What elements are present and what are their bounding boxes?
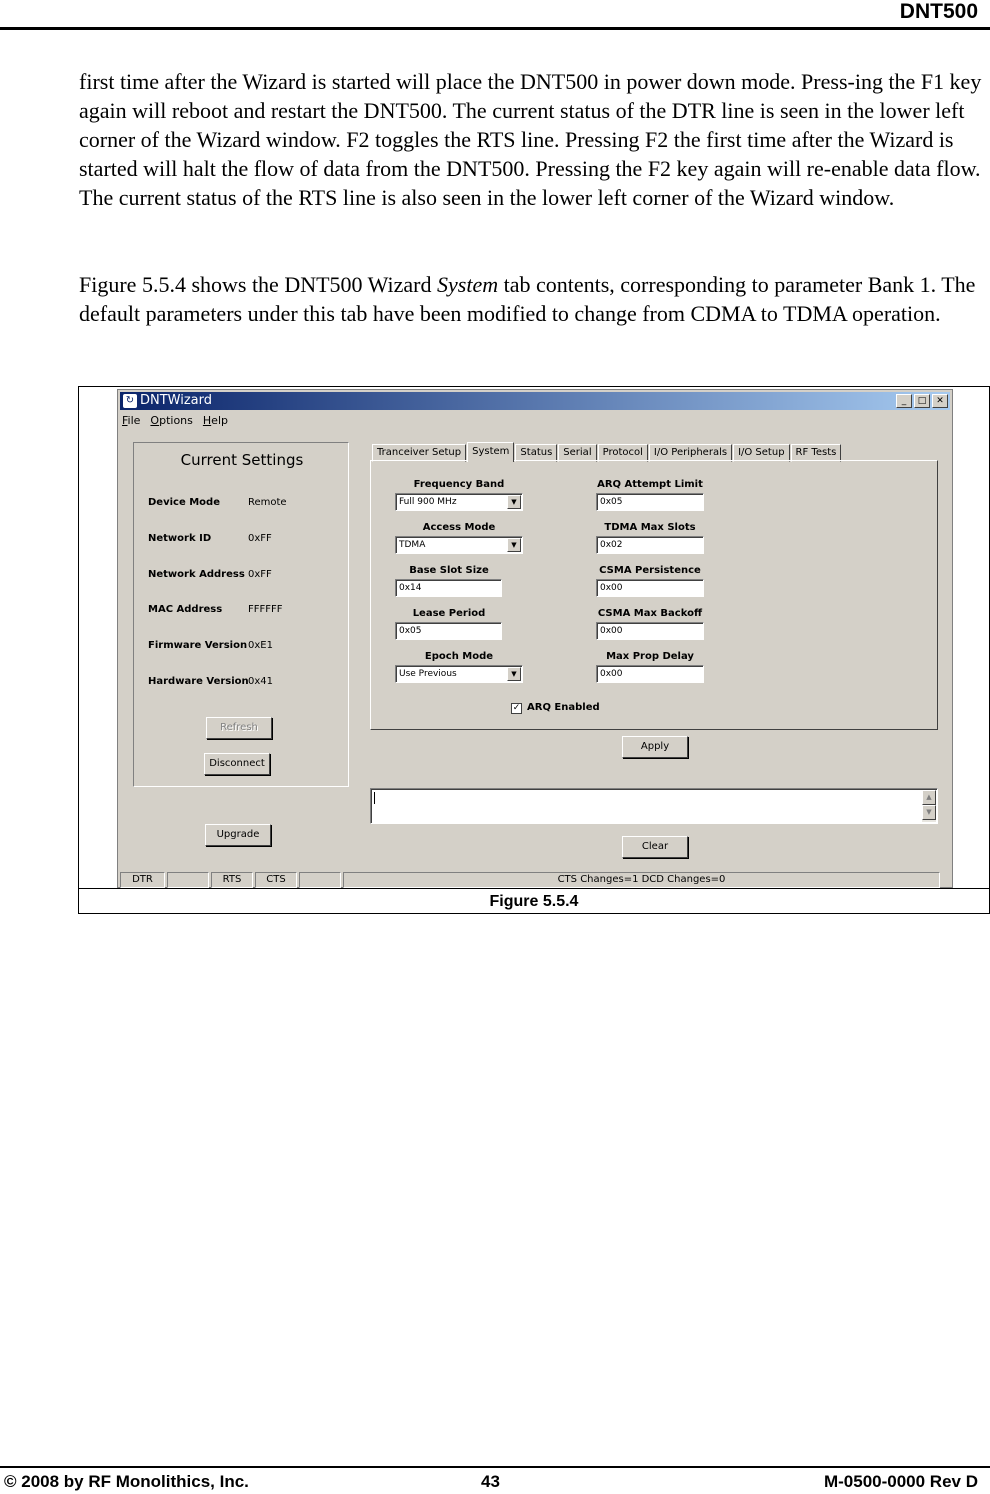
current-settings-title: Current Settings [180, 451, 304, 469]
status-changes: CTS Changes=1 DCD Changes=0 [343, 872, 940, 888]
max-prop-delay-input[interactable]: 0x00 [596, 665, 704, 683]
csma-max-backoff-input[interactable]: 0x00 [596, 622, 704, 640]
tab-io-peripherals[interactable]: I/O Peripherals [649, 444, 732, 462]
paragraph-2-end: tab contents, corresponding to parameter Bank 1. The default parameters under this tab have been modified to change from CDMA to TDMA operation. [79, 272, 976, 326]
hardware-version-label: Hardware Version [148, 676, 249, 687]
tab-status[interactable]: Status [515, 444, 557, 462]
app-icon: ↻ [123, 394, 137, 408]
arq-enabled-checkbox[interactable]: ✓ [512, 703, 521, 713]
hardware-version-value: 0x41 [248, 676, 274, 687]
network-address-value: 0xFF [248, 569, 272, 580]
system-tab-panel [370, 460, 938, 730]
tab-system[interactable]: System [467, 442, 514, 462]
status-blank-2 [299, 872, 341, 888]
status-rts: RTS [211, 872, 253, 888]
page-footer [0, 1466, 990, 1491]
status-blank-1 [167, 872, 209, 888]
firmware-version-value: 0xE1 [248, 640, 273, 651]
arq-enabled-label: ARQ Enabled [527, 702, 600, 713]
chevron-down-icon[interactable]: ▼ [507, 495, 521, 509]
max-prop-delay-label: Max Prop Delay [606, 651, 694, 662]
close-button[interactable]: ✕ [932, 394, 948, 408]
paragraph-2-italic: System [437, 272, 499, 297]
lease-period-label: Lease Period [412, 608, 486, 619]
access-mode-value: TDMA [399, 540, 426, 550]
status-cts: CTS [255, 872, 297, 888]
base-slot-size-label: Base Slot Size [409, 565, 489, 576]
arq-attempt-limit-label: ARQ Attempt Limit [597, 479, 703, 490]
firmware-version-label: Firmware Version [148, 640, 248, 651]
device-mode-label: Device Mode [148, 497, 220, 508]
tab-protocol[interactable]: Protocol [598, 444, 648, 462]
device-mode-value: Remote [248, 497, 287, 508]
current-settings-panel [133, 442, 349, 787]
status-bar [120, 872, 950, 888]
scroll-up-icon[interactable]: ▲ [922, 790, 936, 805]
paragraph-1: first time after the Wizard is started will place the DNT500 in power down mode. Press-ing the F1 key again will reboot and restart the DNT500. The current status of the DTR line is seen in the lower left corner of the Wizard window. F2 toggles the RTS line. Pressing F2 the first time after the Wizard is started will halt the flow of data from the DNT500. Pressing the F2 key again will re-enable data flow. The current status of the RTS line is also seen in the lower left corner of the Wizard window. [79, 69, 982, 210]
tdma-max-slots-input[interactable]: 0x02 [596, 536, 704, 554]
apply-button[interactable]: Apply [622, 736, 688, 758]
window-title: DNTWizard [140, 393, 213, 408]
clear-button[interactable]: Clear [622, 836, 688, 858]
tab-io-setup[interactable]: I/O Setup [733, 444, 789, 462]
network-id-label: Network ID [148, 533, 212, 544]
document-id: M-0500-0000 Rev D [823, 1472, 978, 1491]
lease-period-input[interactable]: 0x05 [395, 622, 502, 640]
frequency-band-select[interactable] [395, 493, 523, 511]
upgrade-button[interactable]: Upgrade [205, 824, 271, 846]
epoch-mode-select[interactable] [395, 665, 523, 683]
title-bar[interactable] [120, 392, 950, 410]
mac-address-value: FFFFFF [248, 604, 283, 615]
scroll-down-icon[interactable]: ▼ [922, 805, 936, 820]
access-mode-label: Access Mode [422, 522, 496, 533]
log-scrollbar[interactable] [922, 790, 936, 822]
figure-caption: Figure 5.5.4 [79, 888, 989, 914]
menu-file[interactable]: File [122, 414, 141, 427]
chevron-down-icon[interactable]: ▼ [507, 538, 521, 552]
csma-persistence-label: CSMA Persistence [599, 565, 701, 576]
tab-serial[interactable]: Serial [558, 444, 596, 462]
arq-attempt-limit-input[interactable]: 0x05 [596, 493, 704, 511]
chevron-down-icon[interactable]: ▼ [507, 667, 521, 681]
menu-help[interactable]: Help [202, 414, 228, 427]
text-cursor [374, 792, 375, 804]
menu-options[interactable]: Options [150, 414, 193, 427]
csma-max-backoff-label: CSMA Max Backoff [597, 608, 703, 619]
tab-tranceiver-setup[interactable]: Tranceiver Setup [372, 444, 466, 462]
tdma-max-slots-label: TDMA Max Slots [604, 522, 696, 533]
refresh-button[interactable]: Refresh [206, 717, 272, 739]
tab-rf-tests[interactable]: RF Tests [791, 444, 842, 462]
header-title: DNT500 [899, 0, 978, 23]
page-header [0, 0, 990, 30]
copyright: © 2008 by RF Monolithics, Inc. [4, 1472, 249, 1491]
network-address-label: Network Address [148, 569, 245, 580]
log-textarea[interactable] [370, 788, 938, 824]
maximize-button[interactable]: □ [914, 394, 930, 408]
paragraph-2-start: Figure 5.5.4 shows the DNT500 Wizard [79, 272, 437, 297]
wizard-window [117, 389, 953, 888]
epoch-mode-label: Epoch Mode [424, 651, 494, 662]
epoch-mode-value: Use Previous [399, 669, 457, 679]
figure-box [78, 386, 990, 914]
status-dtr: DTR [120, 872, 165, 888]
frequency-band-label: Frequency Band [413, 479, 505, 490]
csma-persistence-input[interactable]: 0x00 [596, 579, 704, 597]
minimize-button[interactable]: _ [896, 394, 912, 408]
base-slot-size-input[interactable]: 0x14 [395, 579, 502, 597]
menu-bar [122, 412, 228, 430]
disconnect-button[interactable]: Disconnect [204, 753, 270, 775]
frequency-band-value: Full 900 MHz [399, 497, 457, 507]
mac-address-label: MAC Address [148, 604, 223, 615]
paragraph-2 [79, 270, 984, 328]
page-number: 43 [481, 1472, 500, 1491]
access-mode-select[interactable] [395, 536, 523, 554]
network-id-value: 0xFF [248, 533, 272, 544]
